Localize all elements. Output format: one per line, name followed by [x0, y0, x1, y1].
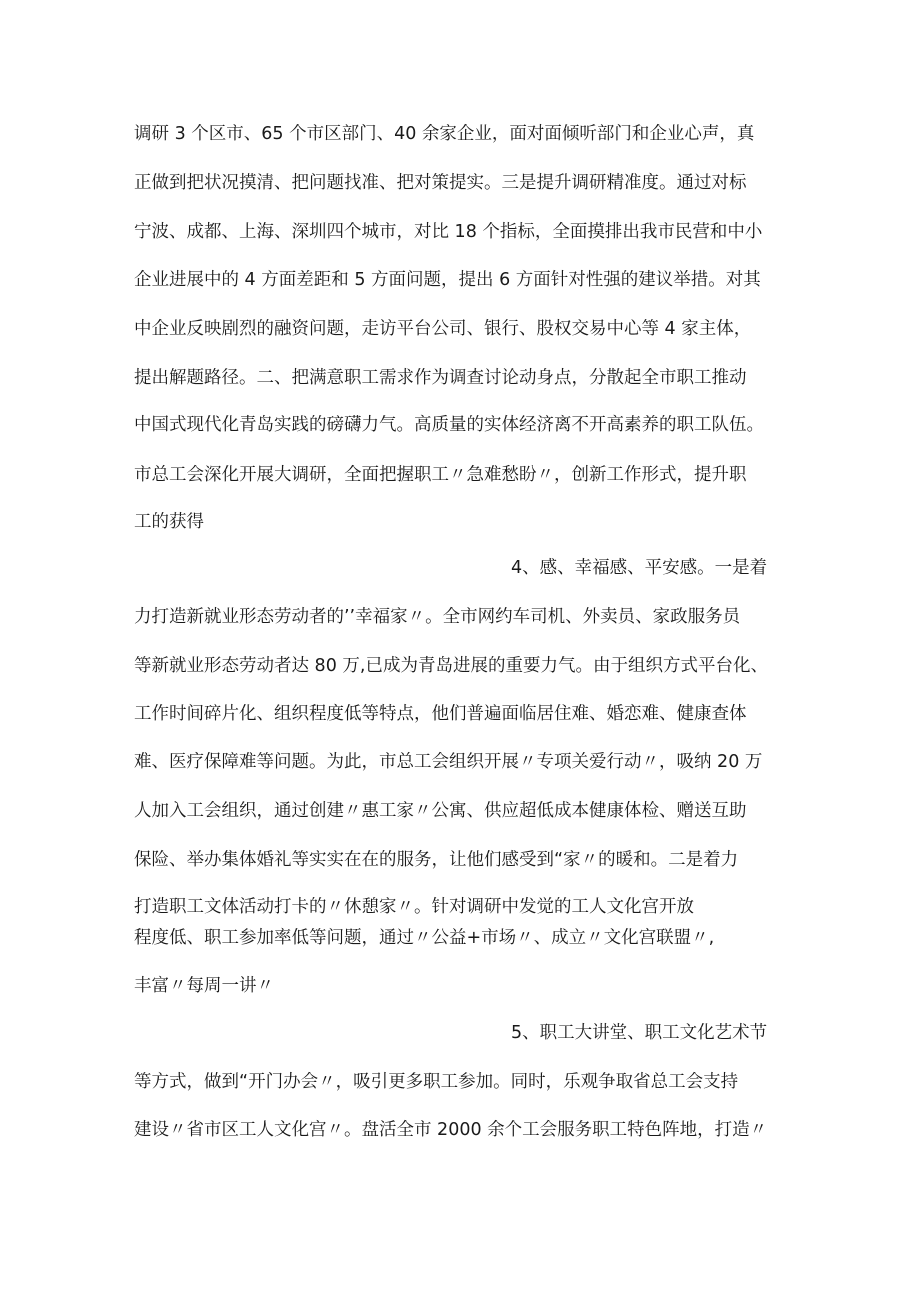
text-line: 5、职工大讲堂、职工文化艺术节	[511, 1023, 768, 1043]
text-line: 提出解题路径。二、把满意职工需求作为调查讨论动身点，分散起全市职工推动	[134, 368, 747, 388]
text-line: 力打造新就业形态劳动者的’’幸福家〃。全市网约车司机、外卖员、家政服务员	[134, 607, 741, 627]
text-line: 程度低、职工参加率低等问题，通过〃公益+市场〃、成立〃文化宫联盟〃,	[134, 928, 715, 948]
text-line: 中企业反映剧烈的融资问题，走访平台公司、银行、股权交易中心等 4 家主体，	[134, 319, 752, 339]
text-line: 丰富〃每周一讲〃	[134, 976, 274, 996]
text-line: 工作时间碎片化、组织程度低等特点，他们普遍面临居住难、婚恋难、健康查体	[134, 704, 747, 724]
text-line: 调研 3 个区市、65 个市区部门、40 余家企业，面对面倾听部门和企业心声，真	[134, 124, 755, 144]
text-line: 中国式现代化青岛实践的磅礴力气。高质量的实体经济离不开高素养的职工队伍。	[134, 415, 764, 435]
text-line: 工的获得	[134, 512, 204, 532]
text-line: 打造职工文体活动打卡的〃休憩家〃。针对调研中发觉的工人文化宫开放	[134, 897, 694, 917]
text-line: 等新就业形态劳动者达 80 万,已成为青岛进展的重要力气。由于组织方式平台化、	[134, 656, 768, 676]
text-line: 4、感、幸福感、平安感。一是着	[511, 558, 768, 578]
text-line: 正做到把状况摸清、把问题找准、把对策提实。三是提升调研精准度。通过对标	[134, 173, 747, 193]
text-line: 保险、举办集体婚礼等实实在在的服务，让他们感受到“家〃的暖和。二是着力	[134, 850, 739, 870]
text-line: 市总工会深化开展大调研，全面把握职工〃急难愁盼〃，创新工作形式，提升职	[134, 465, 747, 485]
text-line: 建设〃省市区工人文化宫〃。盘活全市 2000 余个工会服务职工特色阵地，打造〃	[134, 1120, 768, 1140]
text-line: 人加入工会组织，通过创建〃惠工家〃公寓、供应超低成本健康体检、赠送互助	[134, 801, 747, 821]
text-line: 宁波、成都、上海、深圳四个城市，对比 18 个指标，全面摸排出我市民营和中小	[134, 222, 763, 242]
text-line: 难、医疗保障难等问题。为此，市总工会组织开展〃专项关爱行动〃，吸纳 20 万	[134, 752, 763, 772]
text-line: 企业进展中的 4 方面差距和 5 方面问题，提出 6 方面针对性强的建议举措。对其	[134, 270, 761, 290]
text-line: 等方式，做到“开门办会〃，吸引更多职工参加。同时，乐观争取省总工会支持	[134, 1072, 739, 1092]
